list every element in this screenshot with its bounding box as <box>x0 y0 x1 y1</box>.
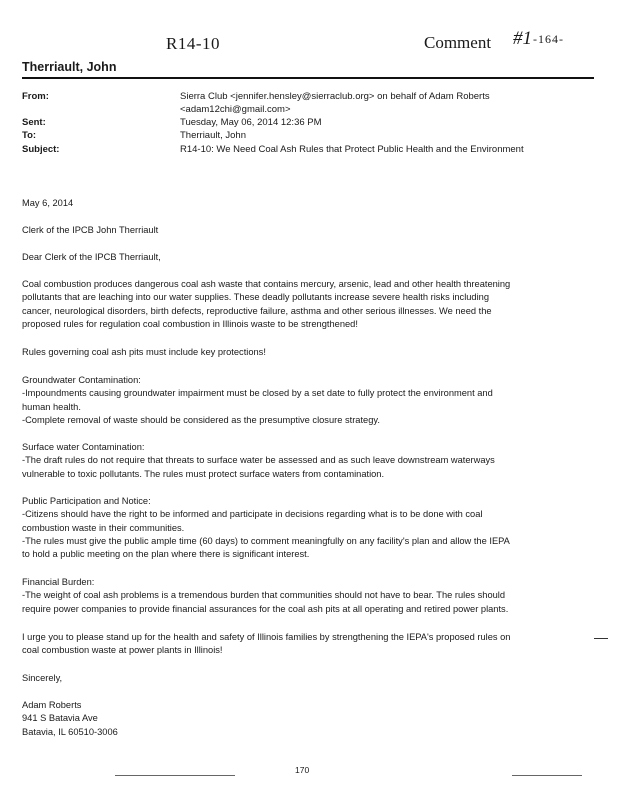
participation-section: Public Participation and Notice: -Citizens should have the right to be informed and participate in decisions regarding what is to be done with coal combustion waste in their communities. -The rules must give the public ample time (60 days) to comment meaningfully on any facility's plan and allow the IEPA to hold a public meeting on the plan where there is significant interest. <box>22 495 602 561</box>
letter-date: May 6, 2014 <box>22 198 74 208</box>
signer-city: Batavia, IL 60510-3006 <box>22 726 118 737</box>
to-value: Therriault, John <box>180 130 247 141</box>
footer-page-number: 170 <box>295 765 310 775</box>
subject-value: R14-10: We Need Coal Ash Rules that Protect Public Health and the Environment <box>180 144 524 155</box>
docket-number: R14-10 <box>166 34 220 53</box>
financial-section: Financial Burden: -The weight of coal ash problems is a tremendous burden that communities should not have to bear. The rules should require power companies to provide financial assurances for the coal ash pits at all operating and retired power plants. <box>22 576 602 616</box>
participation-heading: Public Participation and Notice: <box>22 496 151 506</box>
page-stamp: -164- <box>533 32 564 46</box>
comment-number: #1 <box>513 28 532 49</box>
from-label: From: <box>22 91 49 102</box>
intro-paragraph: Coal combustion produces dangerous coal ash waste that contains mercury, arsenic, lead and other health threatening pollutants that are leaching into our water supplies. These deadly pollutants increase severe health risks including cancer, neurological disorders, birth defects, reproductive failure, asthma and other serious illnesses. We need the proposed rules for regulation coal combustion in Illinois waste to be strengthened! <box>22 279 511 329</box>
letter-recipient: Clerk of the IPCB John Therriault <box>22 225 159 235</box>
scan-artifact-left <box>115 775 235 776</box>
surface-water-section: Surface water Contamination: -The draft rules do not require that threats to surface water be assessed and as such leave downstream waterways vulnerable to toxic pollutants. The rules must protect surface waters from contamination. <box>22 441 602 481</box>
comment-label: Comment <box>424 33 492 52</box>
rules-line: Rules governing coal ash pits must include key protections! <box>22 347 266 357</box>
signer-name: Adam Roberts <box>22 700 82 710</box>
recipient-name-heading: Therriault, John <box>22 60 117 74</box>
from-value: Sierra Club <jennifer.hensley@sierraclub.org> on behalf of Adam Roberts <box>180 91 490 102</box>
from-value-email: <adam12chi@gmail.com> <box>180 104 291 115</box>
salutation: Dear Clerk of the IPCB Therriault, <box>22 252 161 262</box>
closing-paragraph: I urge you to please stand up for the health and safety of Illinois families by strengthening the IEPA's proposed rules on coal combustion waste at power plants in Illinois! <box>22 632 511 656</box>
subject-label: Subject: <box>22 144 60 155</box>
header-divider <box>22 77 594 79</box>
groundwater-section: Groundwater Contamination: -Impoundments causing groundwater impairment must be closed by a set date to fully protect the environment and human health. -Complete removal of waste should be considered as the presumptive closure strategy. <box>22 374 602 427</box>
scan-artifact-right <box>512 775 582 776</box>
financial-heading: Financial Burden: <box>22 577 95 587</box>
surface-water-heading: Surface water Contamination: <box>22 442 145 452</box>
signature-block <box>22 699 602 739</box>
signoff: Sincerely, <box>22 673 63 683</box>
signer-street: 941 S Batavia Ave <box>22 713 98 724</box>
margin-mark <box>594 638 608 639</box>
to-label: To: <box>22 130 37 141</box>
sent-label: Sent: <box>22 117 46 128</box>
groundwater-heading: Groundwater Contamination: <box>22 375 141 385</box>
sent-value: Tuesday, May 06, 2014 12:36 PM <box>180 117 322 128</box>
